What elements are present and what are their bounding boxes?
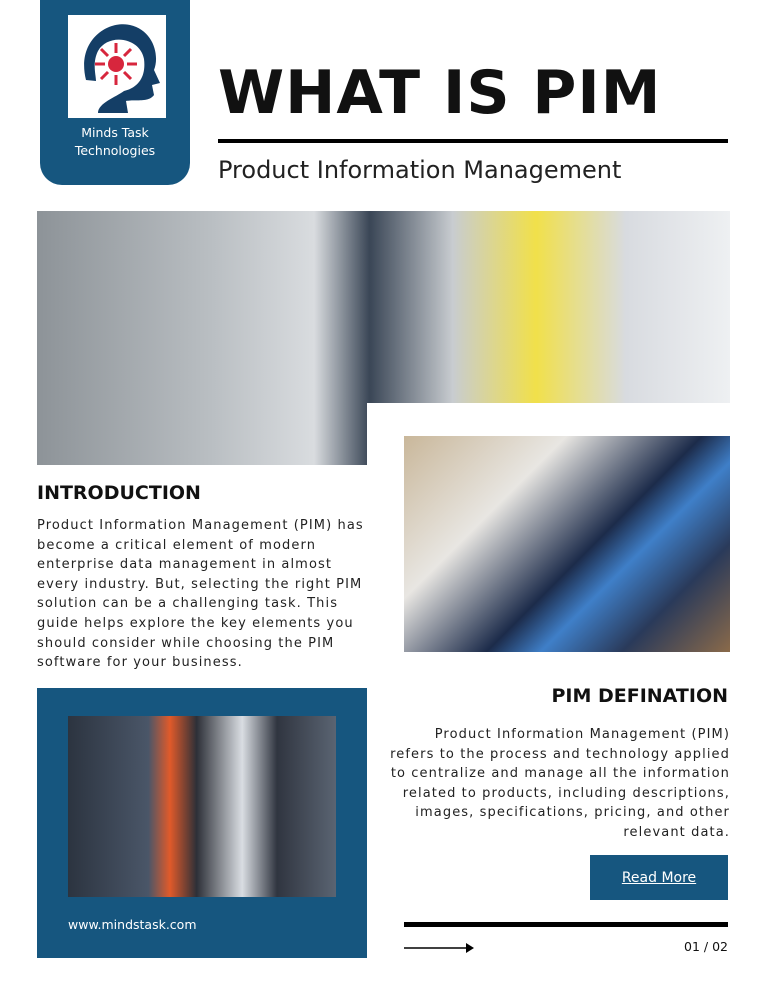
head-sun-logo-icon: [68, 15, 166, 118]
logo: [68, 15, 166, 118]
intro-heading: INTRODUCTION: [37, 482, 201, 504]
arrow-right-icon: [404, 941, 476, 955]
page-subtitle: Product Information Management: [218, 156, 622, 184]
brand-badge: [40, 0, 190, 185]
definition-heading: PIM DEFINATION: [551, 685, 728, 707]
brand-name: Minds Task Technologies: [74, 125, 156, 158]
footer-divider: [404, 922, 728, 927]
read-more-button[interactable]: Read More: [590, 855, 728, 900]
definition-text: Product Information Management (PIM) refers to the process and technology applied to centralize and manage all the information related to products, including descriptions, images, specifications, pricing, and other relevant data.: [390, 727, 730, 840]
page-number: 01 / 02: [684, 939, 728, 954]
divider: [218, 139, 728, 143]
intro-text: Product Information Management (PIM) has become a critical element of modern enterprise data management in almost every industry. But, selecting the right PIM solution can be a challenging task. This guide helps explore the key elements you should consider while choosing the PIM software for your business.: [37, 518, 364, 671]
page-title: WHAT IS PIM: [218, 58, 662, 128]
workers-team-photo: [68, 716, 336, 897]
website-url[interactable]: www.mindstask.com: [68, 917, 197, 932]
tablet-charts-photo: [404, 436, 730, 652]
team-panel: [37, 688, 367, 958]
